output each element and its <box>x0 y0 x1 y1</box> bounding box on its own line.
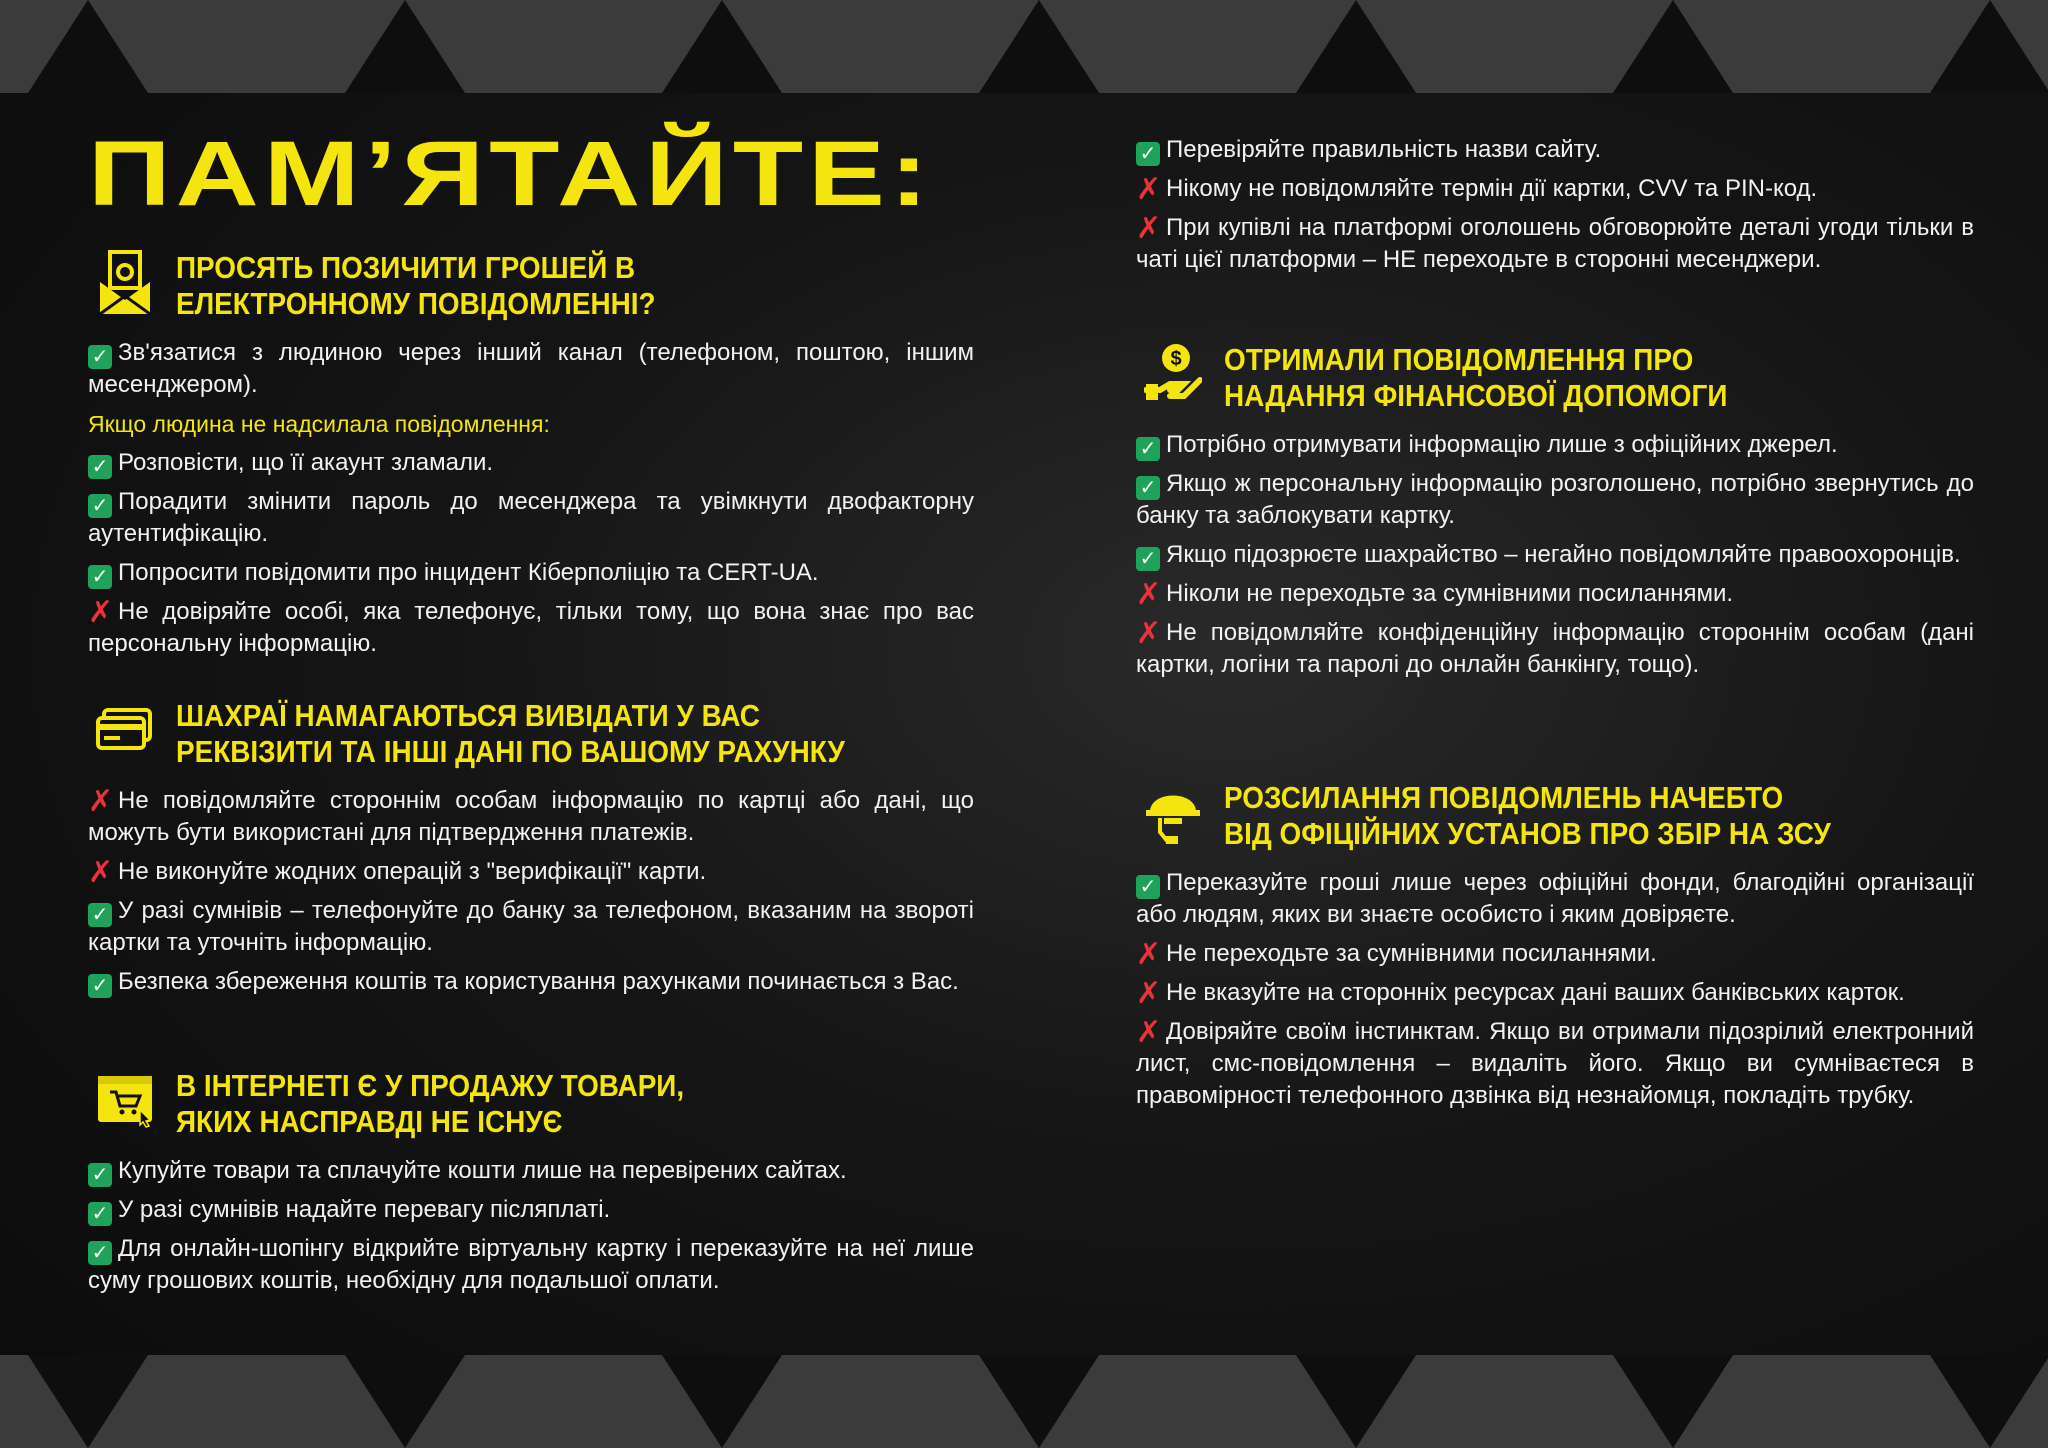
green-check-icon: ✓ <box>88 1241 112 1265</box>
item-text: Не переходьте за сумнівними посиланнями. <box>1166 940 1657 967</box>
section-title-line: ОТРИМАЛИ ПОВІДОМЛЕННЯ ПРО <box>1224 341 1694 377</box>
green-check-icon: ✓ <box>88 565 112 589</box>
item-text: Потрібно отримувати інформацію лише з офіційних джерел. <box>1166 431 1838 458</box>
item-text: Розповісти, що її акаунт зламали. <box>118 449 494 476</box>
green-check-icon: ✓ <box>88 345 112 369</box>
red-cross-icon: ✗ <box>1136 1016 1162 1049</box>
item-text: При купівлі на платформі оголошень обговорюйте деталі угоди тільки в чаті цієї платформи – НЕ переходьте в сторонні месенджери. <box>1136 214 1974 273</box>
item-text: Перевіряйте правильність назви сайту. <box>1166 136 1602 163</box>
section-title <box>176 698 845 770</box>
red-cross-icon: ✗ <box>1136 977 1162 1010</box>
recommendation-item <box>1136 867 1974 931</box>
green-check-icon: ✓ <box>88 494 112 518</box>
section-title-line: ЯКИХ НАСПРАВДІ НЕ ІСНУЄ <box>176 1103 563 1139</box>
green-check-icon: ✓ <box>1136 547 1160 571</box>
item-text: Зв'язатися з людиною через інший канал (телефоном, поштою, іншим месенджером). <box>88 339 974 398</box>
section-title-line: РОЗСИЛАННЯ ПОВІДОМЛЕНЬ НАЧЕБТО <box>1224 779 1784 815</box>
advice-section <box>88 1066 974 1304</box>
section-title-line: ШАХРАЇ НАМАГАЮТЬСЯ ВИВІДАТИ У ВАС <box>176 697 760 733</box>
item-text: Порадити змінити пароль до месенджера та увімкнути двофакторну аутентифікацію. <box>88 488 974 547</box>
item-text: Не довіряйте особі, яка телефонує, тільки тому, що вона знає про вас персональну інформацію. <box>88 598 974 657</box>
red-cross-icon: ✗ <box>1136 617 1162 650</box>
item-text: Нікому не повідомляйте термін дії картки, CVV та PIN-код. <box>1166 175 1818 202</box>
bank-card-icon <box>96 696 154 771</box>
military-helmet-icon <box>1144 778 1202 853</box>
red-cross-icon: ✗ <box>1136 173 1162 206</box>
red-cross-icon: ✗ <box>88 596 114 629</box>
section-title-line: РЕКВІЗИТИ ТА ІНШІ ДАНІ ПО ВАШОМУ РАХУНКУ <box>176 733 845 769</box>
recommendation-item <box>88 1233 974 1297</box>
advice-section <box>88 696 974 1005</box>
section-title-line: НАДАННЯ ФІНАНСОВОЇ ДОПОМОГИ <box>1224 377 1728 413</box>
section-header <box>96 696 974 771</box>
red-cross-icon: ✗ <box>1136 212 1162 245</box>
item-text: Довіряйте своїм інстинктам. Якщо ви отримали підозрілий електронний лист, смс-повідомлення – видаліть його. Якщо ви сумніваєтеся в правомірності телефонного дзвінка від незнайомця, покладіть трубку. <box>1136 1018 1974 1109</box>
advice-section <box>1136 340 1974 688</box>
warning-item <box>1136 977 1974 1009</box>
section-title <box>176 250 656 322</box>
recommendation-item <box>1136 539 1974 571</box>
warning-item <box>88 785 974 849</box>
advice-section <box>88 248 974 667</box>
right-intro-list <box>1136 134 1974 283</box>
section-title-line: ВІД ОФІЦІЙНИХ УСТАНОВ ПРО ЗБІР НА ЗСУ <box>1224 815 1831 851</box>
warning-item <box>1136 1016 1974 1112</box>
green-check-icon: ✓ <box>1136 875 1160 899</box>
green-check-icon: ✓ <box>88 1163 112 1187</box>
zigzag-triangle <box>979 0 1099 93</box>
svg-text:$: $ <box>1170 348 1182 370</box>
green-check-icon: ✓ <box>1136 437 1160 461</box>
section-header <box>1144 778 1974 853</box>
recommendation-item <box>88 895 974 959</box>
recommendation-item <box>88 1155 974 1187</box>
section-title <box>176 1068 684 1140</box>
online-shop-cart-icon <box>96 1066 154 1141</box>
item-text: Не виконуйте жодних операцій з "верифікації" карти. <box>118 858 707 885</box>
warning-item <box>88 856 974 888</box>
item-text: Попросити повідомити про інцидент Кіберполіцію та CERT-UA. <box>118 559 819 586</box>
section-title-line: ЕЛЕКТРОННОМУ ПОВІДОМЛЕННІ? <box>176 285 656 321</box>
item-text: У разі сумнівів – телефонуйте до банку за телефоном, вказаним на звороті картки та уточніть інформацію. <box>88 897 974 956</box>
green-check-icon: ✓ <box>1136 142 1160 166</box>
condition-note: Якщо людина не надсилала повідомлення: <box>88 411 550 437</box>
red-cross-icon: ✗ <box>88 785 114 818</box>
recommendation-item <box>1136 468 1974 532</box>
money-envelope-icon <box>96 248 154 323</box>
item-text: Купуйте товари та сплачуйте кошти лише на перевірених сайтах. <box>118 1157 847 1184</box>
green-check-icon: ✓ <box>1136 476 1160 500</box>
item-text: Якщо ж персональну інформацію розголошено, потрібно звернутись до банку та заблокувати картку. <box>1136 470 1974 529</box>
right-column <box>1136 0 1974 1448</box>
page-title: ПАМ’ЯТАЙТЕ: <box>88 123 934 225</box>
item-text: Ніколи не переходьте за сумнівними посиланнями. <box>1166 580 1734 607</box>
section-header <box>1144 340 1974 415</box>
green-check-icon: ✓ <box>88 455 112 479</box>
green-check-icon: ✓ <box>88 903 112 927</box>
section-header <box>96 1066 974 1141</box>
item-text: У разі сумнівів надайте перевагу післяплаті. <box>118 1196 611 1223</box>
coin-hand-icon <box>1144 340 1202 415</box>
zigzag-triangle <box>979 1355 1099 1448</box>
red-cross-icon: ✗ <box>1136 938 1162 971</box>
section-title-line: В ІНТЕРНЕТІ Є У ПРОДАЖУ ТОВАРИ, <box>176 1067 685 1103</box>
item-text: Якщо підозрюєте шахрайство – негайно повідомляйте правоохоронців. <box>1166 541 1961 568</box>
green-check-icon: ✓ <box>88 1202 112 1226</box>
section-header <box>96 248 974 323</box>
item-text: Безпека збереження коштів та користування рахунками починається з Вас. <box>118 968 959 995</box>
recommendation-item <box>88 966 974 998</box>
section-title-line: ПРОСЯТЬ ПОЗИЧИТИ ГРОШЕЙ В <box>176 249 636 285</box>
recommendation-item <box>88 486 974 550</box>
recommendation-item <box>1136 134 1974 166</box>
item-text: Не повідомляйте стороннім особам інформацію по картці або дані, що можуть бути використані для підтвердження платежів. <box>88 787 974 846</box>
warning-item <box>1136 617 1974 681</box>
warning-item <box>1136 173 1974 205</box>
green-check-icon: ✓ <box>88 974 112 998</box>
recommendation-item <box>88 1194 974 1226</box>
recommendation-item <box>1136 429 1974 461</box>
advice-section <box>1136 778 1974 1119</box>
item-text: Не вказуйте на сторонніх ресурсах дані ваших банківських карток. <box>1166 979 1905 1006</box>
warning-item <box>88 596 974 660</box>
item-text: Не повідомляйте конфіденційну інформацію стороннім особам (дані картки, логіни та паролі до онлайн банкінгу, тощо). <box>1136 619 1974 678</box>
item-text: Для онлайн-шопінгу відкрийте віртуальну картку і переказуйте на неї лише суму грошових коштів, необхідну для подальшої оплати. <box>88 1235 974 1294</box>
warning-item <box>1136 938 1974 970</box>
warning-item <box>1136 212 1974 276</box>
red-cross-icon: ✗ <box>88 856 114 889</box>
red-cross-icon: ✗ <box>1136 578 1162 611</box>
warning-item <box>1136 578 1974 610</box>
section-title <box>1224 342 1727 414</box>
recommendation-item <box>88 557 974 589</box>
recommendation-item <box>88 337 974 401</box>
recommendation-item <box>88 447 974 479</box>
item-text: Переказуйте гроші лише через офіційні фонди, благодійні організації або людям, яких ви знаєте особисто і яким довіряєте. <box>1136 869 1974 928</box>
left-column <box>88 0 974 1448</box>
section-title <box>1224 780 1831 852</box>
